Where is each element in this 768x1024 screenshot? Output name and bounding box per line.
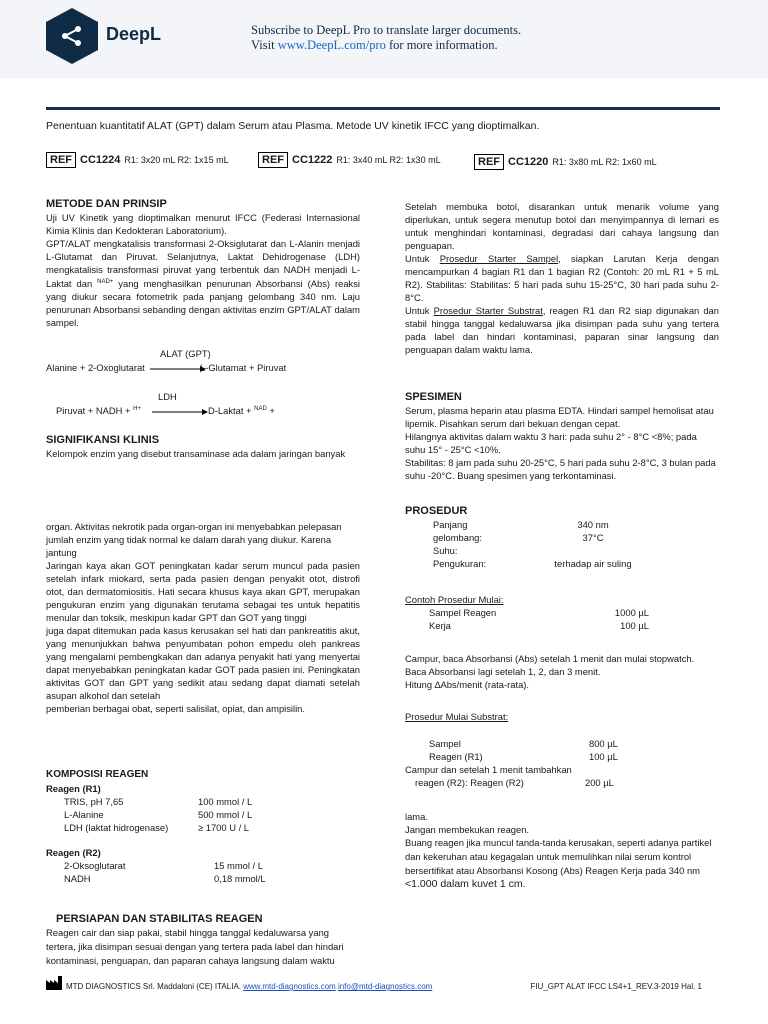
email-link[interactable]: info@mtd-diagnostics.com (337, 982, 433, 991)
arrow-icon (150, 365, 206, 373)
table-row (405, 776, 719, 789)
paragraph (46, 237, 360, 329)
promo-text (251, 23, 521, 53)
row-value: 100 µL (620, 620, 649, 631)
paragraph: Campur, baca Absorbansi (Abs) setelah 1 menit dan mulai stopwatch. (405, 653, 695, 664)
section-title: SPESIMEN (405, 391, 462, 403)
row-label: LDH (laktat hidrogenase) (64, 822, 169, 833)
intro-text: Penentuan kuantitatif ALAT (GPT) dalam Serum atau Plasma. Metode UV kinetik IFCC yang dioptimalkan. (46, 120, 540, 132)
share-icon (60, 24, 84, 48)
deepl-logo[interactable] (46, 8, 98, 64)
row-label: Sampel (429, 738, 461, 749)
table-row (46, 859, 360, 872)
ref-item-1 (46, 152, 229, 168)
company-text: MTD DIAGNOSTICS Srl. Maddaloni (CE) ITALIA. (66, 982, 244, 991)
paragraph: Buang reagen jika muncul tanda-tanda kerusakan, seperti adanya partikel dan kekeruhan atau kegagalan untuk memulihkan nilai serum kontrol bersertifikat atau Absorbansi Kosong (Abs) Reagen Kerja pada 340 nm (405, 837, 712, 876)
promo-line-1: Subscribe to DeepL Pro to translate larger documents. (251, 23, 522, 37)
paragraph: Jaringan kaya akan GOT peningkatan kadar serum muncul pada pasien setelah infark miokard, serta pada pasien dengan penyakit otot, distrofi otot, dan dermatomiositis. Hati secara khusus kaya akan GPT, merupakan pengukuran enzim yang digunakan terutama sebagai tes untuk hepatitis menular dan toksik, meskipun kadar GPT dan GOT yang tinggi (46, 560, 360, 623)
table-row (405, 619, 719, 632)
komposisi-section (46, 768, 360, 885)
section-title: METODE DAN PRINSIP (46, 198, 167, 210)
persiapan-section (46, 912, 360, 968)
row-value: 37°C (582, 532, 604, 543)
ref-spec: R1: 3x40 mL R2: 1x30 mL (336, 155, 441, 165)
text: Untuk (405, 253, 440, 264)
row-value: 340 nm (577, 519, 609, 530)
text: , reagen R1 dan R2 siap digunakan dan stabil hingga tanggal kedaluwarsa jika disimpan pada suhu yang tertera pada label dan hindari kontaminasi, paparan sinar langsung dan penguapan dalam waktu lama. (405, 305, 719, 355)
document-id: FIU_GPT ALAT IFCC LS4+1_REV.3-2019 Hal. 1 (530, 982, 702, 991)
eq-enzyme: ALAT (GPT) (160, 348, 211, 359)
row-value: 200 µL (585, 777, 614, 788)
row-value: 15 mmol / L (214, 860, 263, 871)
text: yang menghasilkan penurunan Absorbansi (Abs) reaksi yang diukur secara fotometrik pada panjang gelombang 340 nm. Laju penurunan Absorbansi sebanding dengan aktivitas enzim GPT/ALAT dalam sampel. (46, 278, 360, 329)
campur-section (405, 652, 719, 691)
left-column (46, 197, 360, 329)
row-value: 100 µL (589, 751, 618, 762)
ref-item-3 (474, 154, 657, 170)
table-row (46, 821, 360, 834)
table-row (46, 808, 360, 821)
paragraph: organ. Aktivitas nekrotik pada organ-organ ini menyebabkan pelepasan jumlah enzim yang tidak normal ke dalam darah yang diukur. Karena jantung (46, 521, 342, 558)
row-value: 1000 µL (614, 607, 649, 618)
ref-code: CC1222 (292, 154, 333, 166)
text: + (266, 405, 275, 416)
row-value: 800 µL (589, 738, 618, 749)
paragraph: <1.000 dalam kuvet 1 cm. (405, 878, 526, 890)
equation-2 (46, 391, 360, 421)
paragraph (405, 304, 719, 356)
ref-code: CC1224 (80, 154, 121, 166)
arrow-icon (152, 408, 208, 416)
ref-label: REF (474, 154, 504, 170)
table-row (405, 737, 719, 750)
paragraph: lama. (405, 811, 428, 822)
eq-enzyme: LDH (158, 391, 177, 402)
spesimen-section (405, 390, 719, 482)
eq-right: L-Glutamat + Piruvat (200, 362, 287, 373)
row-value: 100 mmol / L (198, 796, 253, 807)
row-label: reagen (R2): Reagen (R2) (415, 777, 524, 788)
table-row (405, 518, 719, 531)
row-label: gelombang: (433, 532, 482, 543)
deepl-pro-link[interactable]: www.DeepL.com/pro (277, 38, 386, 52)
ref-label: REF (258, 152, 288, 168)
row-label: 2-Oksoglutarat (64, 860, 126, 871)
paragraph: Kelompok enzim yang disebut transaminase ada dalam jaringan banyak (46, 448, 346, 459)
prosedur-section (405, 504, 719, 570)
row-label: Kerja (429, 620, 451, 631)
deepl-banner (0, 0, 768, 78)
reagent-r1-table (46, 795, 360, 834)
paragraph: juga dapat ditemukan pada kasus kerusakan sel hati dan pankreatitis akut, yang menunjukkan bahwa penyumbatan pohon empedu oleh pankreas yang mengalami pembengkakan dan adanya penyakit hati yang menyertai dapat menyebabkan peningkatan kadar GOT pada pasien ini. Peningkatan aktivitas GOT dan GPT yang sedikit atau sedang dapat diamati setelah asupan alkohol dan setelah (46, 625, 360, 701)
paragraph: Baca Absorbansi lagi setelah 1, 2, dan 3 menit. (405, 666, 601, 677)
paragraph: Uji UV Kinetik yang dioptimalkan menurut IFCC (Federasi Internasional Kimia Klinis dan Kedokteran Laboratorium). (46, 212, 360, 236)
table-row (405, 544, 719, 557)
contoh-section (405, 593, 719, 632)
substrat-note: Campur dan setelah 1 menit tambahkan (405, 764, 572, 775)
signifikansi-continued (46, 520, 360, 715)
text: D-Laktat + (208, 405, 255, 416)
row-value: ≥ 1700 U / L (198, 822, 250, 833)
ref-spec: R1: 3x20 mL R2: 1x15 mL (124, 155, 229, 165)
right-column-top (405, 200, 719, 356)
manufacturer-icon (46, 976, 62, 990)
paragraph: Reagen cair dan siap pakai, stabil hingga tanggal kedaluwarsa yang tertera, jika disimpan sesuai dengan yang tertera pada label dan hindari kontaminasi, penguapan, dan paparan cahaya langsung dalam waktu (46, 927, 344, 966)
eq-left: Alanine + 2-Oxoglutarat (46, 362, 145, 373)
reagent-r2-table (46, 859, 360, 885)
table-row (405, 750, 719, 763)
promo-more: for more information. (385, 38, 498, 52)
paragraph: Stabilitas: 8 jam pada suhu 20-25°C, 5 hari pada suhu 2-8°C, 3 bulan pada suhu -20°C. Buang spesimen yang terkontaminasi. (405, 457, 716, 481)
eq-left (56, 405, 141, 416)
row-label: NADH (64, 873, 91, 884)
row-label: L-Alanine (64, 809, 104, 820)
contoh-table (405, 606, 719, 632)
reagent-title: Reagen (R2) (46, 847, 101, 858)
superscript: H+ (133, 405, 141, 412)
text: , siapkan Larutan Kerja dengan mencampurkan 4 bagian R1 dan 1 bagian R2 (Contoh: 20 mL R1 + 5 mL R2). Stabilitas: Stabilitas: 5 hari pada suhu 15-25°C, 30 hari pada suhu 2-8°C. (405, 253, 719, 303)
table-row (405, 557, 719, 570)
header-rule (46, 107, 720, 110)
underlined-text: Prosedur Starter Sampel (439, 253, 559, 264)
paragraph: Hitung ∆Abs/menit (rata-rata). (405, 679, 530, 690)
prosedur-table (405, 518, 719, 570)
paragraph: Jangan membekukan reagen. (405, 824, 530, 835)
superscript: NAD+ (97, 279, 114, 285)
ref-code: CC1220 (508, 156, 549, 168)
paragraph: Serum, plasma heparin atau plasma EDTA. Hindari sampel hemolisat atau lipemik. Pisahkan serum dari bekuan dengan cepat. (405, 405, 714, 429)
table-row (405, 606, 719, 619)
paragraph: Setelah membuka botol, disarankan untuk menarik volume yang diperlukan, untuk segera menutup botol dan menyimpannya di lemari es untuk menghindari kontaminasi, degradasi dari cahaya langsung dan penguapan. (405, 201, 719, 251)
text: GPT/ALAT mengkatalisis transformasi 2-Oksiglutarat dan L-Alanin menjadi L-Glutamat dan Piruvat. Selanjutnya, Laktat Dehidrogenase (LDH) mengkatalisis transformasi piruvat yang terbentuk dan NADH menjadi L-Laktat dan (46, 238, 360, 290)
section-title: PERSIAPAN DAN STABILITAS REAGEN (56, 913, 263, 925)
section-title: KOMPOSISI REAGEN (46, 769, 149, 780)
table-row (46, 795, 360, 808)
catatan-section (405, 810, 719, 891)
reagent-title: Reagen (R1) (46, 783, 101, 794)
ref-spec: R1: 3x80 mL R2: 1x60 mL (552, 157, 657, 167)
text: Piruvat + NADH + (56, 405, 134, 416)
section-title: SIGNIFIKANSI KLINIS (46, 434, 160, 446)
row-label: Sampel Reagen (429, 607, 497, 618)
substrat-section (405, 710, 719, 789)
row-value: terhadap air suling (554, 558, 632, 569)
table-row (405, 531, 719, 544)
subsection-title: Contoh Prosedur Mulai: (405, 594, 504, 605)
ref-label: REF (46, 152, 76, 168)
promo-visit: Visit (251, 38, 278, 52)
paragraph: Hilangnya aktivitas dalam waktu 3 hari: pada suhu 2° - 8°C <8%; pada suhu 15° - 25°C <10%. (405, 431, 697, 455)
row-label: Pengukuran: (433, 558, 487, 569)
website-link[interactable]: www.mtd-diagnostics.com (243, 982, 336, 991)
superscript: NAD (254, 405, 267, 412)
eq-right (208, 405, 275, 416)
text: Untuk (405, 305, 434, 316)
row-label: Suhu: (433, 545, 458, 556)
brand-name: DeepL (106, 24, 162, 44)
footer-company (66, 982, 432, 991)
underlined-text: Prosedur Starter Substrat (433, 305, 543, 316)
equation-1 (46, 348, 360, 378)
paragraph (405, 252, 719, 304)
row-label: TRIS, pH 7,65 (64, 796, 124, 807)
subsection-title: Prosedur Mulai Substrat: (405, 711, 509, 722)
row-value: 500 mmol / L (198, 809, 253, 820)
table-row (46, 872, 360, 885)
ref-item-2 (258, 152, 441, 168)
row-label: Panjang (433, 519, 468, 530)
signifikansi-section (46, 433, 360, 460)
paragraph: pemberian berbagai obat, seperti salisilat, opiat, dan ampisilin. (46, 703, 306, 714)
section-title: PROSEDUR (405, 505, 468, 517)
row-label: Reagen (R1) (429, 751, 483, 762)
row-value (533, 544, 653, 557)
row-value: 0,18 mmol/L (214, 873, 266, 884)
substrat-table (405, 737, 719, 763)
